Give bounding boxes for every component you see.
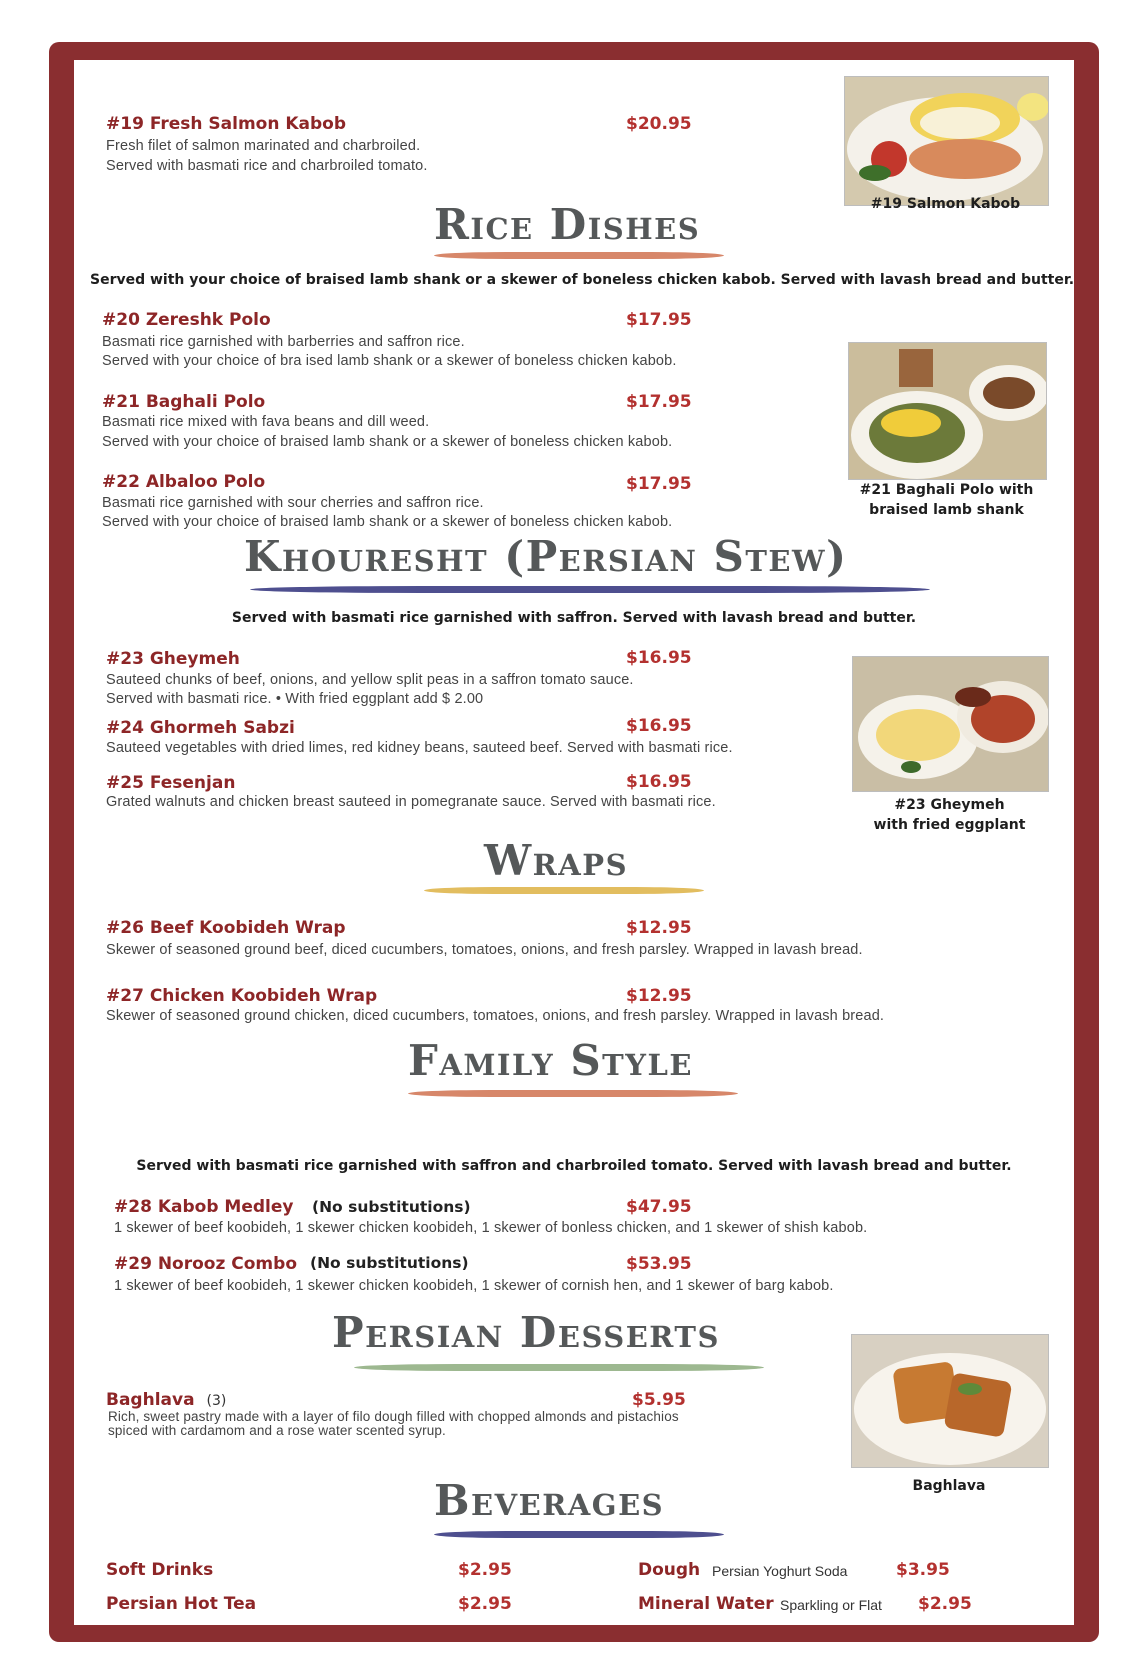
item-price: $17.95 (626, 474, 692, 494)
heading-underline (434, 252, 724, 259)
photo-caption: braised lamb shank (869, 502, 1024, 518)
beverage-price: $2.95 (458, 1560, 512, 1580)
item-name: #26 Beef Koobideh Wrap (106, 918, 346, 938)
beverage-price: $2.95 (918, 1594, 972, 1614)
item-description: Basmati rice garnished with barberries and saffron rice. (102, 334, 465, 350)
section-heading: Rice Dishes (434, 200, 701, 249)
item-price: $53.95 (626, 1254, 692, 1274)
item-name: #23 Gheymeh (106, 649, 240, 669)
item-price: $12.95 (626, 918, 692, 938)
section-heading: Beverages (434, 1476, 665, 1525)
beverage-name: Soft Drinks (106, 1560, 214, 1580)
item-description: Basmati rice mixed with fava beans and dill weed. (102, 414, 430, 430)
photo-caption: Baghlava (912, 1478, 986, 1494)
beverage-name: Mineral Water (638, 1594, 774, 1614)
baghali-polo-photo (848, 342, 1047, 480)
item-description: Rich, sweet pastry made with a layer of filo dough filled with chopped almonds and pistachios (108, 1409, 679, 1424)
photo-caption: #19 Salmon Kabob (870, 196, 1021, 212)
item-price: $16.95 (626, 648, 692, 668)
section-note: Served with basmati rice garnished with saffron and charbroiled tomato. Served with lavash bread and butter. (136, 1158, 1012, 1174)
section-heading: Family Style (408, 1036, 693, 1085)
heading-underline (408, 1090, 738, 1097)
item-price: $17.95 (626, 392, 692, 412)
beverage-name: Dough (638, 1560, 701, 1580)
salmon-kabob-photo (844, 76, 1049, 206)
item-name: #28 Kabob Medley (114, 1197, 294, 1217)
item-name: #22 Albaloo Polo (102, 472, 266, 492)
item-name: #27 Chicken Koobideh Wrap (106, 986, 378, 1006)
item-price: $5.95 (632, 1390, 686, 1410)
item-description: Served with your choice of bra ised lamb shank or a skewer of boneless chicken kabob. (102, 353, 677, 369)
no-substitutions-tag: (No substitutions) (310, 1254, 469, 1272)
beverage-subtitle: Persian Yoghurt Soda (712, 1563, 848, 1579)
item-description: 1 skewer of beef koobideh, 1 skewer chicken koobideh, 1 skewer of cornish hen, and 1 skewer of barg kabob. (114, 1278, 834, 1294)
heading-underline (424, 887, 704, 894)
menu-page (74, 60, 1074, 1625)
photo-caption: #21 Baghali Polo with (859, 482, 1034, 498)
item-description: Sauteed vegetables with dried limes, red kidney beans, sauteed beef. Served with basmati rice. (106, 740, 733, 756)
section-heading: Wraps (484, 836, 629, 885)
dessert-quantity: (3) (206, 1393, 227, 1409)
no-substitutions-tag: (No substitutions) (312, 1198, 471, 1216)
item-price: $12.95 (626, 986, 692, 1006)
item-description: Served with your choice of braised lamb shank or a skewer of boneless chicken kabob. (102, 514, 673, 530)
dessert-name: Baghlava (106, 1390, 195, 1410)
gheymeh-photo (852, 656, 1049, 792)
item-description: Grated walnuts and chicken breast sauteed in pomegranate sauce. Served with basmati rice. (106, 794, 716, 810)
item-description: spiced with cardamom and a rose water scented syrup. (108, 1423, 446, 1438)
beverage-subtitle: Sparkling or Flat (780, 1597, 882, 1613)
section-note: Served with basmati rice garnished with saffron. Served with lavash bread and butter. (231, 610, 917, 626)
item-name: #25 Fesenjan (106, 773, 236, 793)
item-name: #21 Baghali Polo (102, 392, 266, 412)
item-name: #19 Fresh Salmon Kabob (106, 114, 347, 134)
item-description: Skewer of seasoned ground chicken, diced cucumbers, tomatoes, onions, and fresh parsley. Wrapped in lavash bread. (106, 1008, 885, 1024)
item-price: $20.95 (626, 114, 692, 134)
beverage-name: Persian Hot Tea (106, 1594, 257, 1614)
item-price: $17.95 (626, 310, 692, 330)
item-name: #29 Norooz Combo (114, 1254, 297, 1274)
item-price: $16.95 (626, 716, 692, 736)
heading-underline (434, 1531, 724, 1538)
item-description: Sauteed chunks of beef, onions, and yellow split peas in a saffron tomato sauce. (106, 672, 634, 688)
item-price: $16.95 (626, 772, 692, 792)
heading-underline (250, 586, 930, 593)
photo-caption: with fried eggplant (873, 817, 1026, 833)
item-name: #20 Zereshk Polo (102, 310, 271, 330)
beverage-price: $2.95 (458, 1594, 512, 1614)
item-description: Fresh filet of salmon marinated and charbroiled. (106, 138, 421, 154)
item-description: Served with basmati rice and charbroiled tomato. (106, 158, 428, 174)
section-heading: Khouresht (Persian Stew) (244, 532, 848, 581)
heading-underline (354, 1364, 764, 1371)
item-name (106, 1390, 226, 1410)
beverage-price: $3.95 (896, 1560, 950, 1580)
item-price: $47.95 (626, 1197, 692, 1217)
item-name: #24 Ghormeh Sabzi (106, 718, 295, 738)
section-note: Served with your choice of braised lamb shank or a skewer of boneless chicken kabob. Served with lavash bread and butter. (90, 272, 1075, 288)
item-description: 1 skewer of beef koobideh, 1 skewer chicken koobideh, 1 skewer of bonless chicken, and 1 skewer of shish kabob. (114, 1220, 868, 1236)
section-heading: Persian Desserts (332, 1308, 720, 1357)
item-description: Basmati rice garnished with sour cherries and saffron rice. (102, 495, 484, 511)
item-description: Skewer of seasoned ground beef, diced cucumbers, tomatoes, onions, and fresh parsley. Wrapped in lavash bread. (106, 942, 863, 958)
baghlava-photo (851, 1334, 1049, 1468)
photo-caption: #23 Gheymeh (894, 797, 1005, 813)
item-description: Served with your choice of braised lamb shank or a skewer of boneless chicken kabob. (102, 434, 673, 450)
item-description: Served with basmati rice. • With fried eggplant add $ 2.00 (106, 691, 484, 707)
